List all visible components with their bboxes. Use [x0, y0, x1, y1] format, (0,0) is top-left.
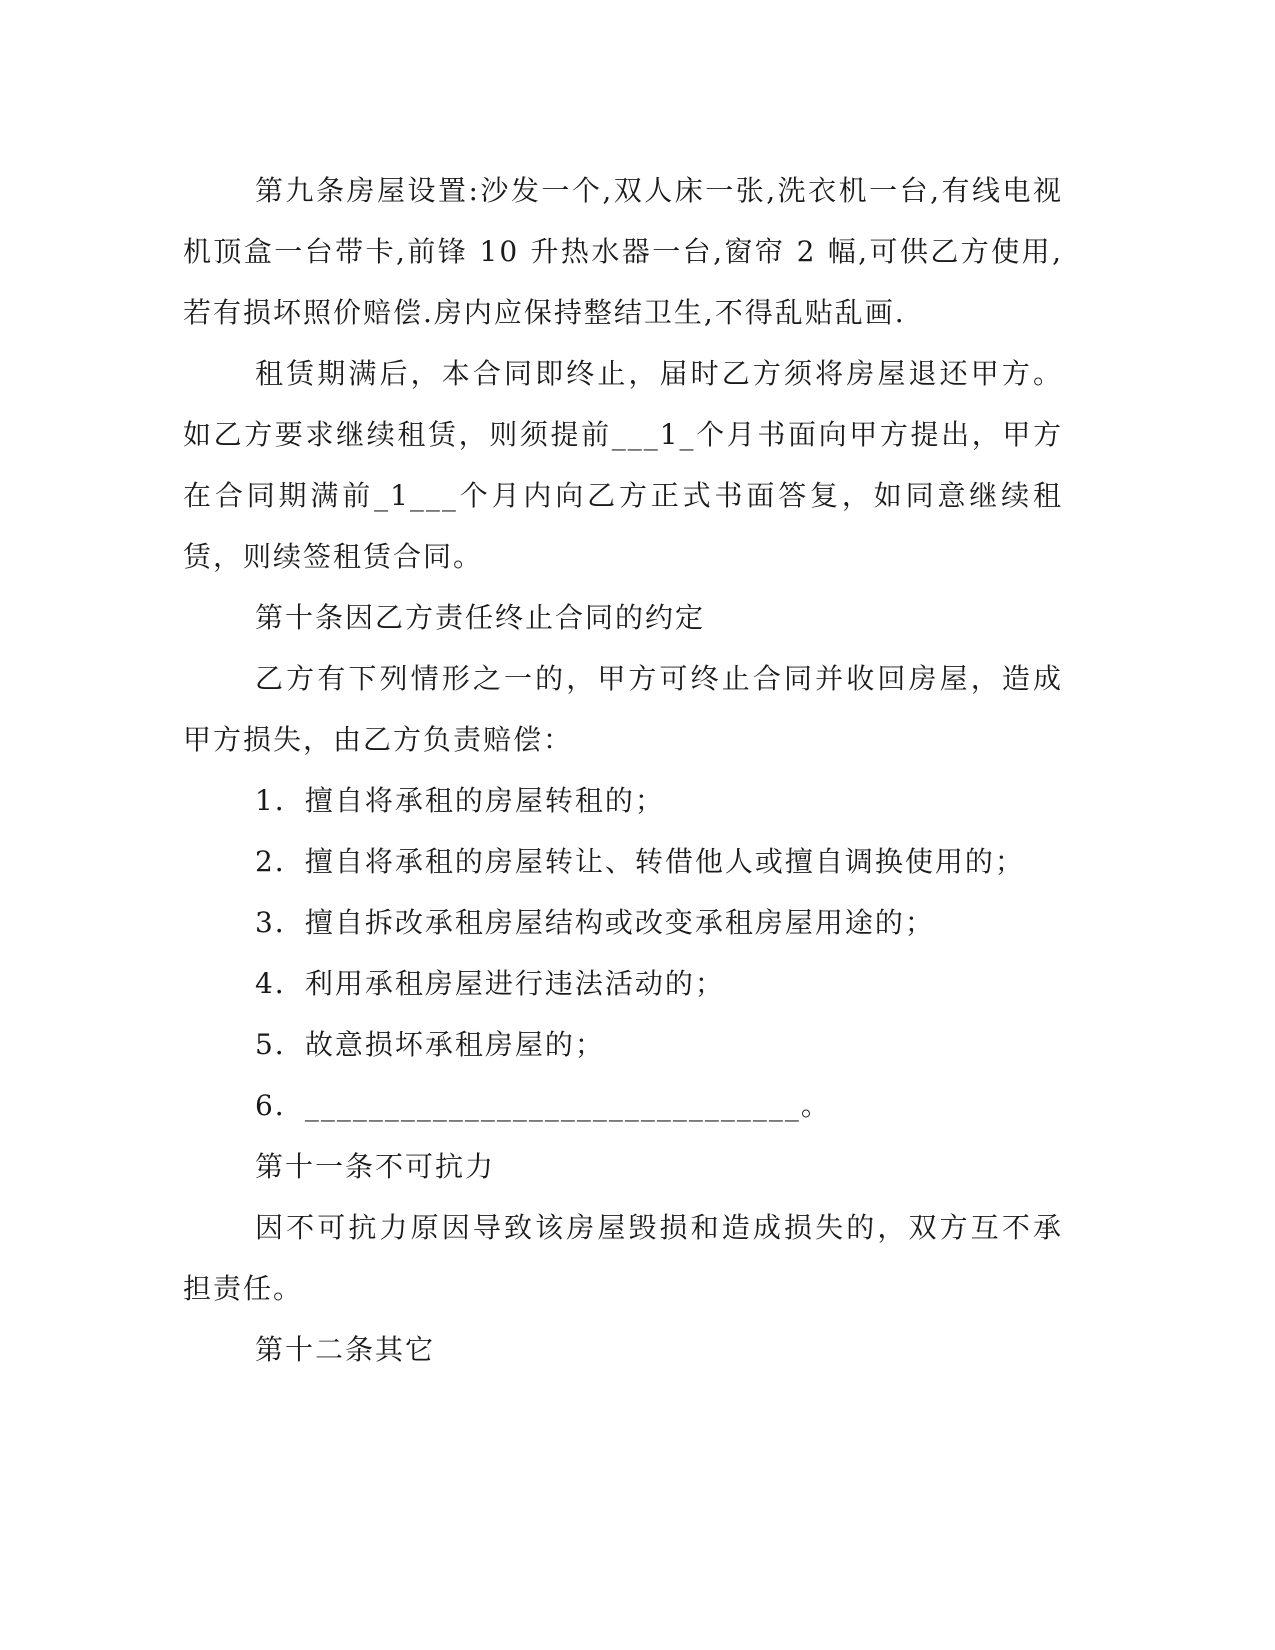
clause-10-intro: 乙方有下列情形之一的，甲方可终止合同并收回房屋，造成甲方损失，由乙方负责赔偿： [183, 662, 1063, 756]
document-body [183, 160, 1063, 1380]
clause-11-heading: 第十一条不可抗力 [255, 1150, 496, 1183]
clause-10-item-3: 3．擅自拆改承租房屋结构或改变承租房屋用途的； [255, 906, 935, 939]
clause-12-heading: 第十二条其它 [255, 1333, 436, 1366]
clause-10-item-5: 5．故意损坏承租房屋的； [255, 1028, 605, 1061]
clause-10-heading: 第十条因乙方责任终止合同的约定 [255, 601, 706, 634]
clause-10-item-6: 6．_______________________________。 [255, 1089, 831, 1122]
clause-9-house-facilities: 第九条房屋设置:沙发一个,双人床一张,洗衣机一台,有线电视机顶盒一台带卡,前锋 10 升热水器一台,窗帘 2 幅,可供乙方使用,若有损坏照价赔偿.房内应保持整结卫生,不得乱贴乱画. [183, 174, 1063, 329]
clause-11-body: 因不可抗力原因导致该房屋毁损和造成损失的，双方互不承担责任。 [183, 1211, 1063, 1305]
clause-10-item-2: 2．擅自将承租的房屋转让、转借他人或擅自调换使用的； [255, 845, 1025, 878]
clause-10-item-4: 4．利用承租房屋进行违法活动的； [255, 967, 725, 1000]
clause-10-item-1: 1．擅自将承租的房屋转租的； [255, 784, 665, 817]
lease-expiry-paragraph: 租赁期满后，本合同即终止，届时乙方须将房屋退还甲方。如乙方要求继续租赁，则须提前___1_个月书面向甲方提出，甲方在合同期满前_1___个月内向乙方正式书面答复，如同意继续租赁，则续签租赁合同。 [183, 357, 1063, 573]
